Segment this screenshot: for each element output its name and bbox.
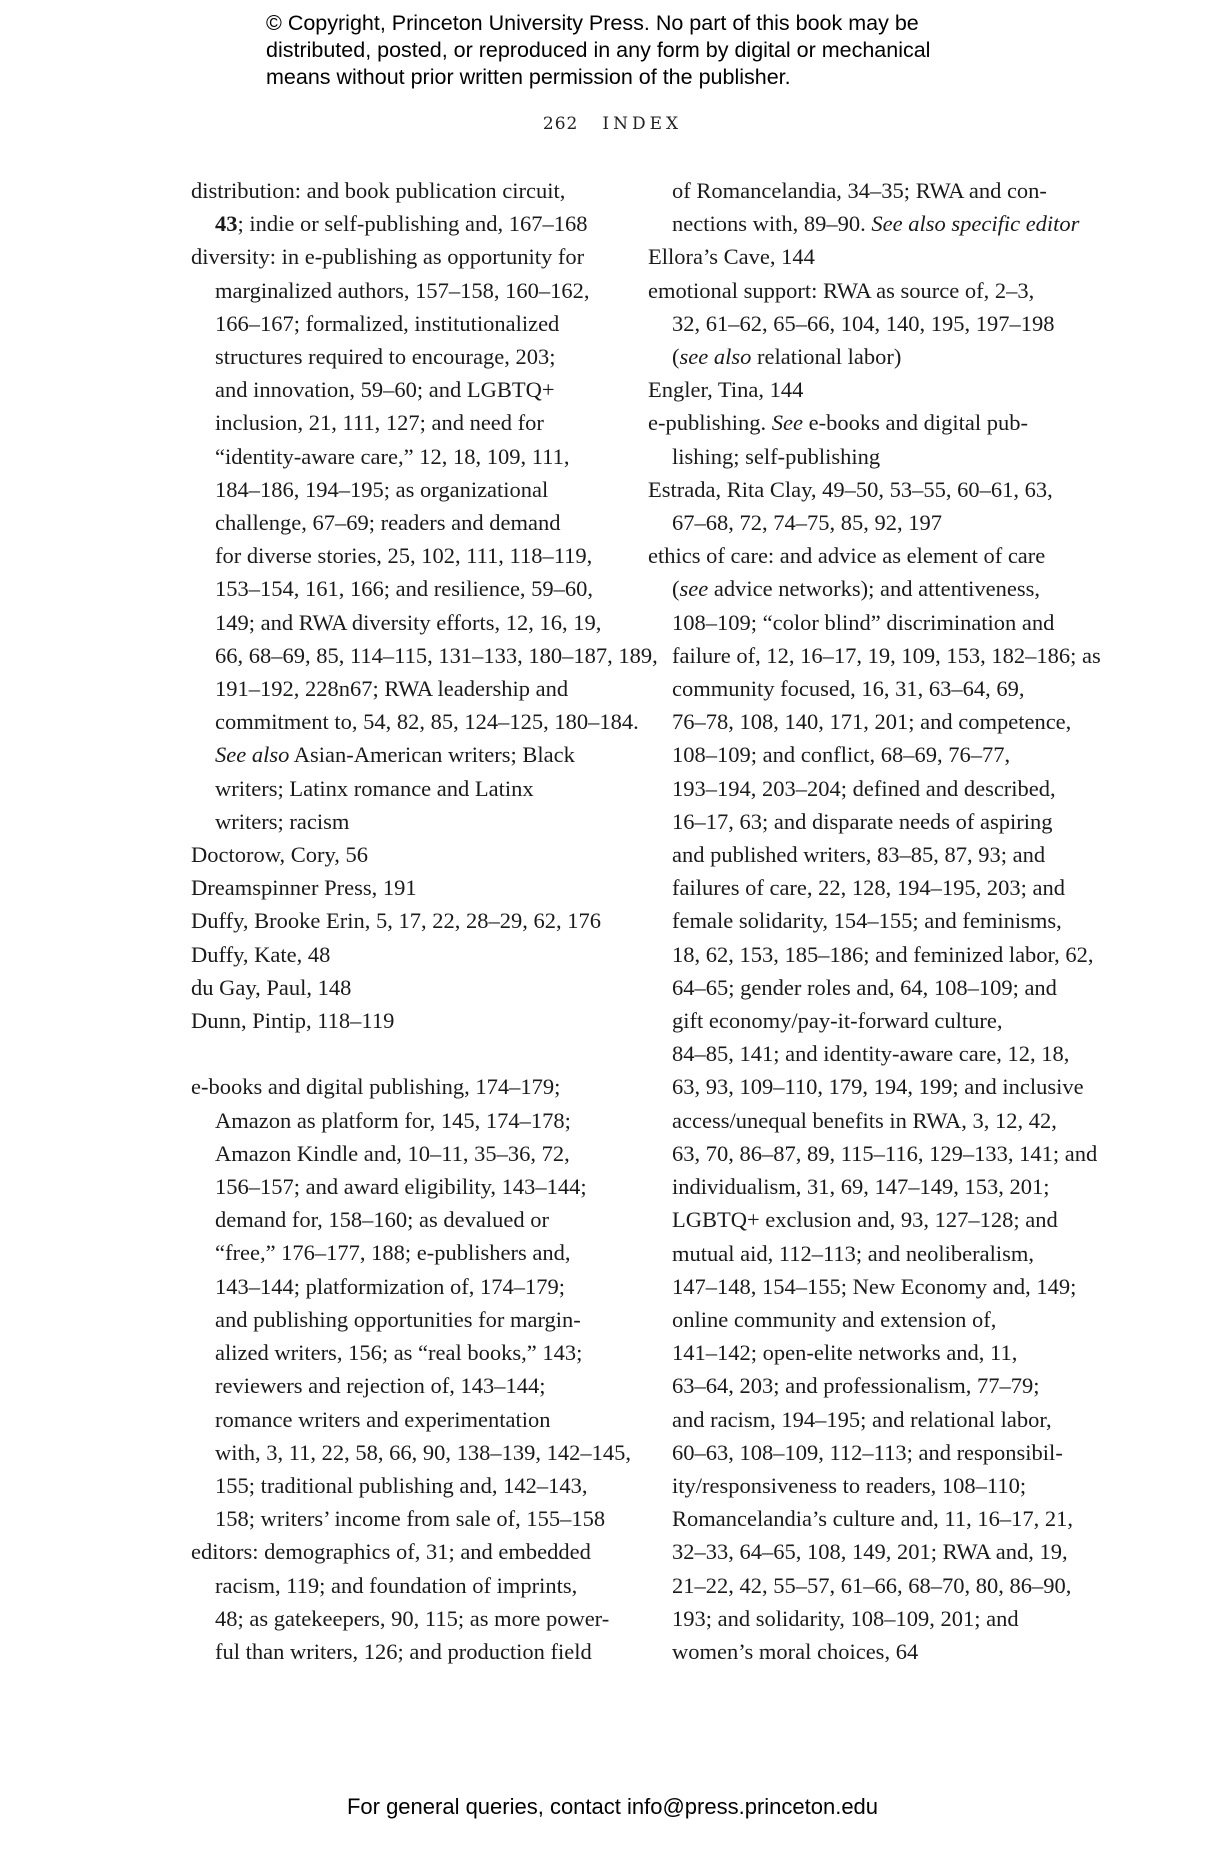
index-entry [191, 1535, 611, 1668]
index-entry-line: “identity-aware care,” 12, 18, 109, 111, [215, 443, 570, 469]
index-entry-line: (see also relational labor) [672, 344, 902, 370]
index-entry-line: 84–85, 141; and identity-aware care, 12, 18, [672, 1041, 1070, 1067]
index-entry-line: Doctorow, Cory, 56 [191, 842, 369, 868]
index-entry-line: writers; racism [215, 808, 350, 834]
index-entry-line: of Romancelandia, 34–35; RWA and con- [672, 178, 1047, 203]
index-entry-line: 158; writers’ income from sale of, 155–158 [215, 1506, 606, 1532]
index-entry-line: gift economy/pay-it-forward culture, [672, 1008, 1003, 1034]
index-entry-line: 193–194, 203–204; defined and described, [672, 775, 1056, 801]
index-entry-line: nections with, 89–90. See also specific editor [672, 211, 1080, 237]
index-entry [648, 174, 1080, 240]
index-entry-line: women’s moral choices, 64 [672, 1638, 919, 1664]
index-entry-line: “free,” 176–177, 188; e-publishers and, [215, 1240, 571, 1266]
index-entry-line: mutual aid, 112–113; and neoliberalism, [672, 1240, 1035, 1266]
index-entry-line: 141–142; open-elite networks and, 11, [672, 1340, 1018, 1366]
index-entry-line: editors: demographics of, 31; and embedded [191, 1539, 591, 1565]
index-entry-line: 156–157; and award eligibility, 143–144; [215, 1174, 587, 1200]
index-entry-line: community focused, 16, 31, 63–64, 69, [672, 676, 1025, 702]
index-entry-line: 66, 68–69, 85, 114–115, 131–133, 180–187, 189, [215, 642, 658, 668]
index-entry-line: 149; and RWA diversity efforts, 12, 16, 19, [215, 609, 602, 635]
index-entry-line: Ellora’s Cave, 144 [648, 244, 815, 270]
letter-section-gap [191, 1037, 611, 1070]
index-entry-line: 108–109; “color blind” discrimination and [672, 609, 1055, 635]
index-entry [648, 274, 1068, 374]
index-entry [648, 473, 1068, 539]
index-entry-line: lishing; self-publishing [672, 443, 881, 469]
index-entry-line: emotional support: RWA as source of, 2–3, [648, 277, 1035, 303]
running-head [0, 114, 1225, 134]
index-entry-line: LGBTQ+ exclusion and, 93, 127–128; and [672, 1207, 1058, 1233]
index-entry [648, 539, 1101, 1668]
index-entry-line: Amazon as platform for, 145, 174–178; [215, 1107, 571, 1133]
index-entry-line: challenge, 67–69; readers and demand [215, 510, 561, 536]
index-entry [191, 1070, 632, 1535]
copyright-notice [266, 10, 1026, 91]
index-entry [191, 838, 611, 871]
index-entry-line: failure of, 12, 16–17, 19, 109, 153, 182–186; as [672, 642, 1101, 668]
page-number: 262 [542, 114, 579, 134]
index-entry-line: 63, 93, 109–110, 179, 194, 199; and inclusive [672, 1074, 1084, 1100]
index-entry-line: structures required to encourage, 203; [215, 344, 556, 370]
index-entry-line: 32, 61–62, 65–66, 104, 140, 195, 197–198 [672, 310, 1055, 336]
index-entry-line: ful than writers, 126; and production field [215, 1638, 592, 1664]
index-entry-line: distribution: and book publication circuit, [191, 178, 566, 203]
index-entry-line: individualism, 31, 69, 147–149, 153, 201; [672, 1174, 1050, 1200]
index-entry-line: Dreamspinner Press, 191 [191, 875, 417, 901]
index-entry-line: with, 3, 11, 22, 58, 66, 90, 138–139, 142–145, [215, 1439, 632, 1465]
index-entry-line: e-publishing. See e-books and digital pub- [648, 410, 1028, 436]
index-entry-line: 63–64, 203; and professionalism, 77–79; [672, 1373, 1040, 1399]
index-entry-line: Duffy, Brooke Erin, 5, 17, 22, 28–29, 62, 176 [191, 908, 601, 934]
index-entry-line: for diverse stories, 25, 102, 111, 118–119, [215, 543, 593, 569]
index-entry-line: access/unequal benefits in RWA, 3, 12, 42, [672, 1107, 1057, 1133]
index-entry-line: female solidarity, 154–155; and feminisms, [672, 908, 1062, 934]
index-entry-line: 16–17, 63; and disparate needs of aspiring [672, 808, 1053, 834]
index-entry-line: Dunn, Pintip, 118–119 [191, 1008, 395, 1034]
index-entry-line: reviewers and rejection of, 143–144; [215, 1373, 546, 1399]
index-entry-line: inclusion, 21, 111, 127; and need for [215, 410, 544, 436]
index-entry-line: demand for, 158–160; as devalued or [215, 1207, 550, 1233]
index-entry-line: Romancelandia’s culture and, 11, 16–17, 21, [672, 1506, 1073, 1532]
index-column-right [648, 174, 1101, 1668]
index-entry-line: ity/responsiveness to readers, 108–110; [672, 1472, 1027, 1498]
index-entry-line: Amazon Kindle and, 10–11, 35–36, 72, [215, 1140, 570, 1166]
index-entry-line: and publishing opportunities for margin- [215, 1306, 581, 1332]
index-entry-line: 153–154, 161, 166; and resilience, 59–60, [215, 576, 594, 602]
index-entry-line: diversity: in e-publishing as opportunity for [191, 244, 585, 270]
index-entry-line: Engler, Tina, 144 [648, 377, 804, 403]
running-head-title: INDEX [602, 114, 683, 134]
index-entry-line: 108–109; and conflict, 68–69, 76–77, [672, 742, 1011, 768]
index-entry-line: 64–65; gender roles and, 64, 108–109; and [672, 974, 1057, 1000]
index-entry-line: Duffy, Kate, 48 [191, 941, 331, 967]
index-entry-line: 43; indie or self-publishing and, 167–168 [215, 211, 588, 237]
copyright-line: distributed, posted, or reproduced in any form by digital or mechanical [266, 38, 931, 62]
index-entry-line: 48; as gatekeepers, 90, 115; as more power- [215, 1605, 610, 1631]
index-entry [648, 240, 1068, 273]
index-entry-line: racism, 119; and foundation of imprints, [215, 1572, 578, 1598]
copyright-line: means without prior written permission of the publisher. [266, 65, 791, 89]
index-entry-line: (see advice networks); and attentiveness, [672, 576, 1040, 602]
index-entry-line: and published writers, 83–85, 87, 93; and [672, 842, 1046, 868]
index-entry [191, 904, 611, 937]
index-entry-line: 143–144; platformization of, 174–179; [215, 1273, 565, 1299]
index-entry-line: and racism, 194–195; and relational labor, [672, 1406, 1052, 1432]
index-entry-line: alized writers, 156; as “real books,” 143; [215, 1340, 583, 1366]
index-entry-line: 193; and solidarity, 108–109, 201; and [672, 1605, 1019, 1631]
index-entry [191, 938, 611, 971]
index-entry-line: 191–192, 228n67; RWA leadership and [215, 676, 569, 702]
index-entry-line: Estrada, Rita Clay, 49–50, 53–55, 60–61, 63, [648, 476, 1053, 502]
index-entry [191, 174, 611, 240]
index-entry-line: marginalized authors, 157–158, 160–162, [215, 277, 590, 303]
index-entry-line: 166–167; formalized, institutionalized [215, 310, 560, 336]
index-entry-line: 67–68, 72, 74–75, 85, 92, 197 [672, 510, 942, 536]
index-entry-line: du Gay, Paul, 148 [191, 974, 352, 1000]
index-entry [191, 971, 611, 1004]
index-entry-line: online community and extension of, [672, 1306, 997, 1332]
index-entry-line: 76–78, 108, 140, 171, 201; and competence, [672, 709, 1072, 735]
index-entry-line: 63, 70, 86–87, 89, 115–116, 129–133, 141; and [672, 1140, 1098, 1166]
index-column-left [191, 174, 658, 1668]
index-entry-line: e-books and digital publishing, 174–179; [191, 1074, 561, 1100]
index-entry-line: failures of care, 22, 128, 194–195, 203; and [672, 875, 1066, 901]
index-entry-line: See also Asian-American writers; Black [215, 742, 575, 768]
index-entry-line: 32–33, 64–65, 108, 149, 201; RWA and, 19, [672, 1539, 1068, 1565]
index-entry-line: romance writers and experimentation [215, 1406, 551, 1432]
index-entry [191, 1004, 611, 1037]
index-entry [648, 373, 1068, 406]
index-entry [191, 240, 658, 838]
index-entry [191, 871, 611, 904]
index-entry-line: and innovation, 59–60; and LGBTQ+ [215, 377, 555, 403]
index-entry-line: ethics of care: and advice as element of care [648, 543, 1046, 569]
index-entry-line: writers; Latinx romance and Latinx [215, 775, 534, 801]
index-entry-line: 147–148, 154–155; New Economy and, 149; [672, 1273, 1077, 1299]
index-entry-line: 18, 62, 153, 185–186; and feminized labor, 62, [672, 941, 1094, 967]
footer-contact: For general queries, contact info@press.princeton.edu [346, 1794, 879, 1819]
copyright-line: © Copyright, Princeton University Press. No part of this book may be [266, 11, 919, 35]
index-entry-line: 155; traditional publishing and, 142–143, [215, 1472, 588, 1498]
index-entry-line: 21–22, 42, 55–57, 61–66, 68–70, 80, 86–90, [672, 1572, 1072, 1598]
index-entry-line: 184–186, 194–195; as organizational [215, 476, 549, 502]
index-entry-line: commitment to, 54, 82, 85, 124–125, 180–184. [215, 709, 639, 735]
index-entry-line: 60–63, 108–109, 112–113; and responsibil- [672, 1439, 1063, 1465]
index-entry [648, 406, 1068, 472]
